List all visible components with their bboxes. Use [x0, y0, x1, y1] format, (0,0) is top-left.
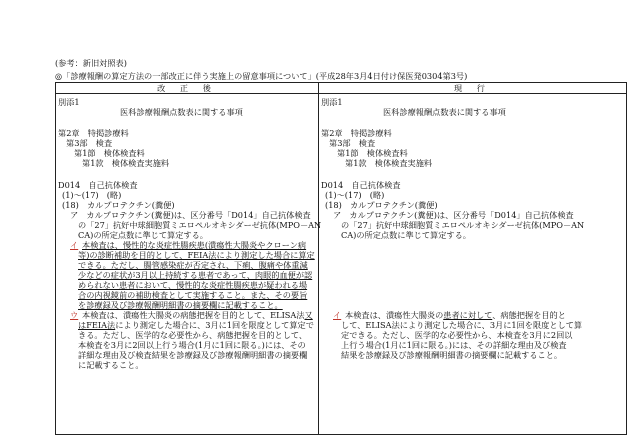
comparison-table: [55, 82, 627, 435]
new-u-line2: はFEIA法により測定した場合に、3月に1回を限度として算定で: [78, 320, 314, 330]
new-item-d014: D014 自己抗体検査: [58, 180, 138, 190]
old-annex-title: 医科診療報酬点数表に関する事項: [383, 107, 506, 117]
header-new: 改 正 後: [56, 83, 319, 94]
new-section: 第1節 検体検査料: [74, 148, 145, 158]
new-a-line1: ア カルプロテクチン(糞便)は、区分番号「D014」自己抗体検査: [70, 210, 311, 220]
old-item-omitted: (1)～(17) (略): [325, 190, 385, 200]
new-item-omitted: (1)～(17) (略): [62, 190, 122, 200]
new-u-line4: 本検査を3月に2回以上行う場合(1月に1回に限る。)には、その: [78, 340, 306, 350]
new-item-18: (18) カルプロテクチン(糞便): [62, 200, 175, 210]
new-u-line5: 詳細な理由及び検査結果を診療録及び診療報酬明細書の摘要欄: [78, 350, 308, 360]
old-a-line2: の「27」抗好中球細胞質ミエロペルオキシダーゼ抗体(MPO－AN: [341, 220, 585, 230]
old-i-line5: 結果を診療録及び診療報酬明細書の摘要欄に記載すること。: [341, 350, 563, 360]
notice-title: ◎「診療報酬の算定方法の一部改正に伴う実施上の留意事項について」(平成28年3月4日付け保医発0304第3号): [55, 71, 468, 81]
old-i-line2: して、ELISA法により測定した場合に、3月に1回を限度として算: [341, 320, 583, 330]
new-i-line5: められない患者において、慢性的な炎症性腸疾患が疑われる場: [78, 280, 308, 290]
new-column: [56, 94, 322, 435]
new-u-line3: きる。ただし、医学的な必要性から、病態把握を目的として、: [78, 330, 308, 340]
new-i-line1: 本検査は、慢性的な炎症性腸疾患(潰瘍性大腸炎やクローン病: [82, 240, 307, 250]
new-subsection: 第1款 検体検査実施料: [82, 158, 170, 168]
new-annex-title: 医科診療報酬点数表に関する事項: [120, 107, 243, 117]
old-i-line3: 定できる。ただし、医学的な必要性から、本検査を3月に2回以: [341, 330, 573, 340]
old-i-line1: 本検査は、潰瘍性大腸炎の患者に対して、病態把握を目的と: [345, 310, 566, 320]
new-a-line2: の「27」抗好中球細胞質ミエロペルオキシダーゼ抗体(MPO－AN: [78, 220, 322, 230]
new-part: 第3部 検査: [66, 138, 113, 148]
old-annex-label: 別添1: [321, 97, 343, 107]
old-part: 第3部 検査: [329, 138, 376, 148]
new-i-line6: 合の内視鏡前の補助検査として実施すること。また、その要旨: [78, 290, 308, 300]
new-i-line2: 等)の診断補助を目的として、FEIA法により測定した場合に算定: [78, 250, 315, 260]
new-a-line3: CA)の所定点数に準じて算定する。: [78, 230, 208, 240]
new-i-line4: 少などの症状が3月以上持続する患者であって、肉眼的血便が認: [78, 270, 313, 280]
reference-label: (参考：新旧対照表): [55, 58, 127, 68]
new-chapter: 第2章 特掲診療料: [58, 128, 129, 138]
new-u-mark: ウ: [70, 310, 79, 320]
new-u-line6: に記載すること。: [78, 360, 144, 370]
old-chapter: 第2章 特掲診療料: [321, 128, 392, 138]
new-i-line7: を診療録及び診療報酬明細書の摘要欄に記載すること。: [78, 300, 283, 310]
old-subsection: 第1款 検体検査実施料: [345, 158, 433, 168]
new-annex-label: 別添1: [58, 97, 80, 107]
old-item-d014: D014 自己抗体検査: [321, 180, 401, 190]
new-u-line1: 本検査は、潰瘍性大腸炎の病態把握を目的として、ELISA法又: [82, 310, 313, 320]
new-i-mark: イ: [70, 240, 79, 250]
header-old: 現 行: [319, 83, 627, 94]
old-a-line1: ア カルプロテクチン(糞便)は、区分番号「D014」自己抗体検査: [333, 210, 574, 220]
new-i-line3: できる。ただし、腸管感染症が否定され、下痢、腹痛や体重減: [78, 260, 308, 270]
old-a-line3: CA)の所定点数に準じて算定する。: [341, 230, 471, 240]
old-i-line4: 上行う場合(1月に1回に限る。)には、その詳細な理由及び検査: [341, 340, 567, 350]
old-section: 第1節 検体検査料: [337, 148, 408, 158]
old-i-mark: イ: [333, 310, 342, 320]
old-column: [319, 94, 627, 435]
old-item-18: (18) カルプロテクチン(糞便): [325, 200, 438, 210]
